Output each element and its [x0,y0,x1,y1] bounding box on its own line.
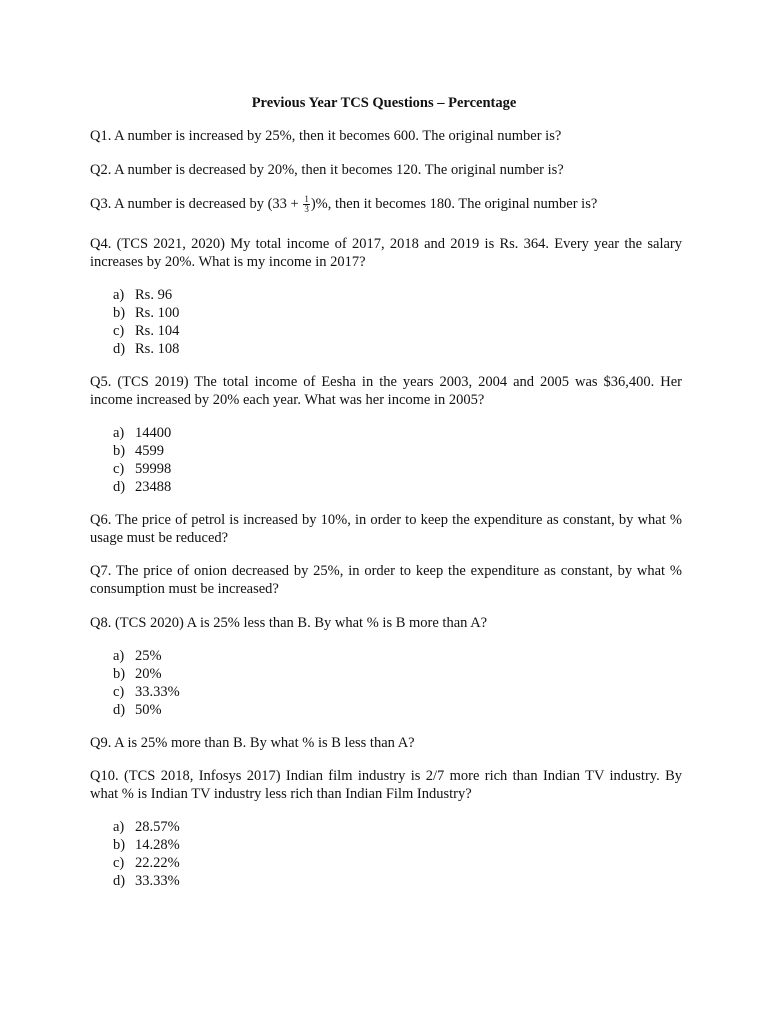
option-item [113,340,179,358]
option-label: c) [113,461,125,477]
question-10: Q10. (TCS 2018, Infosys 2017) Indian film industry is 2/7 more rich than Indian TV industry. By what % is Indian TV industry less rich than Indian Film Industry? [90,768,682,802]
question-4-options [113,286,179,358]
option-value: 59998 [135,461,172,477]
question-10-options [113,818,180,890]
option-item [113,665,180,683]
question-6: Q6. The price of petrol is increased by 10%, in order to keep the expenditure as constant, by what % usage must be reduced? [90,512,682,546]
option-value: 28.57% [135,819,180,835]
option-value: 4599 [135,443,164,459]
option-label: a) [113,648,125,664]
option-label: d) [113,702,126,718]
option-item [113,442,171,460]
question-3 [90,195,682,214]
option-value: Rs. 108 [135,341,180,357]
option-value: 23488 [135,479,172,495]
option-item [113,872,180,890]
option-value: 20% [135,666,162,682]
question-3-text-before: Q3. A number is decreased by (33 + [90,196,303,212]
question-8: Q8. (TCS 2020) A is 25% less than B. By what % is B more than A? [90,615,488,631]
question-5-options [113,424,171,496]
option-item [113,854,180,872]
option-item [113,322,179,340]
option-label: b) [113,443,126,459]
option-value: 33.33% [135,684,180,700]
option-item [113,683,180,701]
option-value: 14.28% [135,837,180,853]
fraction-numerator: 1 [304,194,309,205]
option-label: d) [113,341,126,357]
fraction-denominator: 3 [304,204,309,215]
question-1: Q1. A number is increased by 25%, then it becomes 600. The original number is? [90,128,562,144]
option-item [113,836,180,854]
option-label: c) [113,684,125,700]
option-label: d) [113,479,126,495]
option-value: 25% [135,648,162,664]
option-value: Rs. 104 [135,323,180,339]
option-item [113,647,180,665]
option-value: 14400 [135,425,172,441]
question-4: Q4. (TCS 2021, 2020) My total income of 2017, 2018 and 2019 is Rs. 364. Every year the salary increases by 20%. What is my income in 2017? [90,236,682,270]
option-label: b) [113,305,126,321]
question-8-options [113,647,180,719]
option-item [113,478,171,496]
option-label: c) [113,323,125,339]
option-label: a) [113,287,125,303]
option-item [113,818,180,836]
option-value: 33.33% [135,873,180,889]
fraction [303,195,310,214]
option-item [113,304,179,322]
question-2: Q2. A number is decreased by 20%, then it becomes 120. The original number is? [90,162,564,178]
option-label: d) [113,873,126,889]
option-item [113,460,171,478]
option-value: 22.22% [135,855,180,871]
option-label: b) [113,837,126,853]
option-label: a) [113,425,125,441]
page-title: Previous Year TCS Questions – Percentage [251,95,517,111]
option-item [113,424,171,442]
option-value: Rs. 96 [135,287,173,303]
question-5: Q5. (TCS 2019) The total income of Eesha in the years 2003, 2004 and 2005 was $36,400. Her income increased by 20% each year. What was her income in 2005? [90,374,682,408]
option-value: Rs. 100 [135,305,180,321]
question-7: Q7. The price of onion decreased by 25%, in order to keep the expenditure as constant, by what % consumption must be increased? [90,563,682,597]
option-item [113,286,179,304]
option-item [113,701,180,719]
question-9: Q9. A is 25% more than B. By what % is B less than A? [90,735,415,751]
option-value: 50% [135,702,162,718]
question-3-text-after: )%, then it becomes 180. The original number is? [310,196,598,212]
option-label: b) [113,666,126,682]
option-label: c) [113,855,125,871]
option-label: a) [113,819,125,835]
